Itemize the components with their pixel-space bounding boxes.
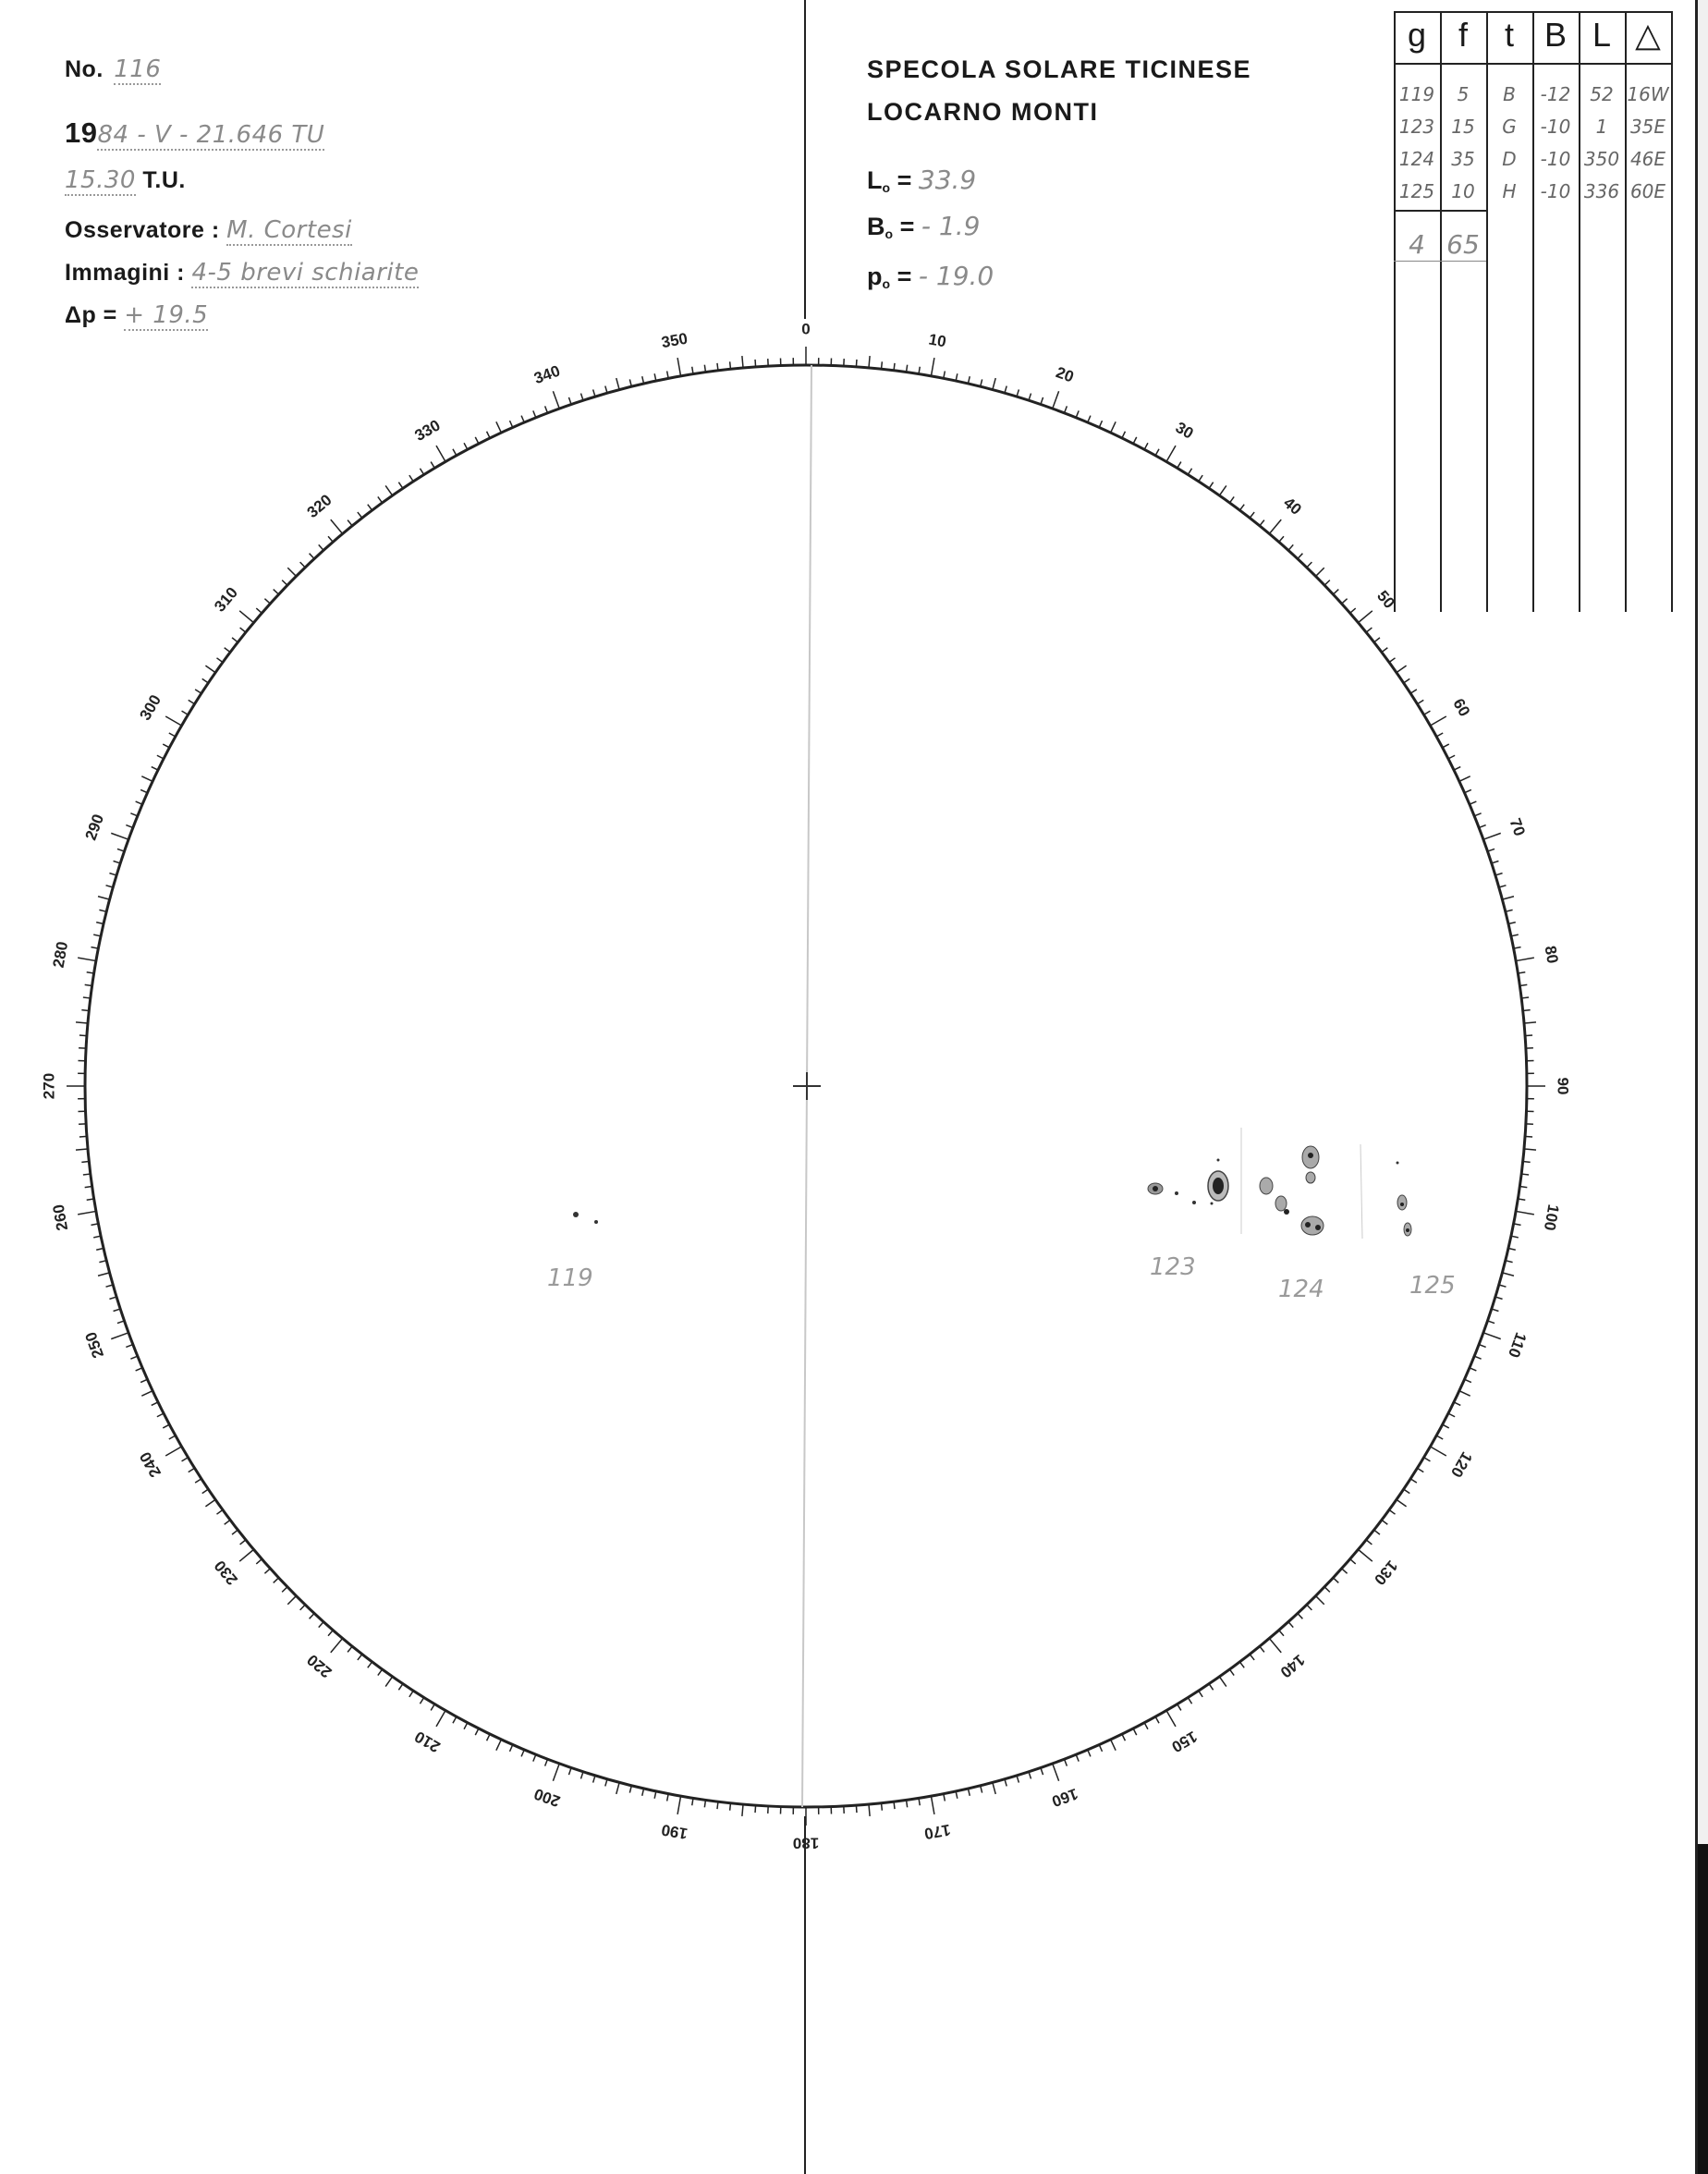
sunspot (1301, 1216, 1324, 1235)
dial-tick (931, 358, 933, 376)
dial-label: 350 (660, 329, 689, 352)
sunspot-umbra (1308, 1153, 1313, 1158)
dp-label: Δp = (65, 302, 117, 328)
dial-tick (1316, 1596, 1324, 1605)
dial-tick (1111, 421, 1116, 433)
dial-tick (98, 1273, 110, 1276)
dial-tick (1430, 1447, 1446, 1456)
dial-label: 210 (411, 1727, 444, 1756)
dial-tick (1219, 485, 1226, 495)
dial-label: 130 (1371, 1557, 1401, 1589)
dial-tick (993, 378, 995, 390)
sunspot (594, 1220, 598, 1224)
dial-tick (1166, 446, 1176, 461)
date-value: 84 - V - 21.646 TU (97, 121, 325, 149)
table-cell: 46E (1629, 148, 1666, 170)
dial-tick (287, 1596, 296, 1605)
dial-tick (1516, 1211, 1534, 1214)
table-header-delta: △ (1635, 16, 1661, 54)
dial-tick (616, 378, 619, 390)
images-label: Immagini : (65, 260, 186, 286)
observer-label: Osservatore : (65, 217, 220, 243)
sunspot (1175, 1191, 1178, 1195)
dial-tick (742, 1804, 743, 1816)
number-label: No. (65, 56, 104, 82)
dial-tick (78, 1211, 96, 1214)
table-header-f: f (1458, 16, 1468, 54)
dial-tick (78, 958, 96, 960)
dial-tick (331, 519, 343, 533)
table-cell: -10 (1540, 180, 1571, 202)
table-cell: 336 (1583, 180, 1620, 202)
dial-label: 0 (801, 320, 811, 338)
table-cell: 60E (1629, 180, 1666, 202)
dial-label: 190 (660, 1820, 689, 1843)
total-groups: 4 (1409, 229, 1425, 260)
dial-tick (1459, 776, 1470, 781)
group-label-125: 125 (1409, 1272, 1456, 1300)
sunspot (573, 1212, 579, 1217)
dial-tick (1053, 391, 1059, 409)
table-cell: G (1502, 116, 1517, 138)
table-cell: 35 (1451, 148, 1475, 170)
dial-label: 240 (136, 1448, 165, 1481)
dial-label: 330 (411, 416, 444, 446)
table-header-B: B (1543, 16, 1567, 54)
table-cell: 15 (1451, 116, 1475, 138)
sunspot (1397, 1162, 1399, 1165)
dial-tick (1502, 897, 1514, 899)
table-header-t: t (1504, 16, 1514, 54)
table-cell: -12 (1540, 83, 1571, 105)
dial-tick (616, 1782, 619, 1794)
table-cell: 10 (1451, 180, 1475, 202)
dial-label: 10 (927, 330, 948, 351)
dial-label: 90 (1554, 1077, 1572, 1095)
dial-label: 260 (49, 1203, 72, 1232)
dial-label: 150 (1168, 1727, 1201, 1756)
table-cell: 124 (1398, 148, 1435, 170)
dial-tick (1359, 611, 1372, 623)
dial-tick (1397, 666, 1407, 672)
dial-label: 290 (81, 812, 108, 843)
table-cell: B (1503, 83, 1516, 105)
sunspot-group-123 (1148, 1159, 1228, 1205)
table-cell: H (1502, 180, 1517, 202)
dial-label: 70 (1506, 815, 1529, 839)
P0-value: - 19.0 (918, 261, 994, 291)
observer-value: M. Cortesi (226, 216, 352, 244)
dial-tick (98, 897, 110, 899)
dial-label: 310 (211, 583, 241, 616)
table-cell: D (1502, 148, 1517, 170)
dial-tick (677, 1796, 680, 1814)
P0-label: p (867, 263, 883, 290)
dial-label: 250 (81, 1329, 108, 1361)
table-cell: 123 (1398, 116, 1435, 138)
dial-tick (239, 1549, 253, 1561)
dial-tick (993, 1782, 995, 1794)
B0-sub: o (884, 226, 894, 241)
dial-label: 80 (1541, 944, 1562, 965)
dial-label: 300 (136, 691, 165, 724)
table-cell: 16W (1627, 83, 1669, 105)
dial-tick (1502, 1273, 1514, 1276)
sunspot-umbra (1305, 1222, 1311, 1227)
table-cell: 350 (1583, 148, 1620, 170)
P0-eq: = (897, 263, 912, 290)
dial-label: 200 (531, 1784, 563, 1811)
sunspot (1306, 1172, 1315, 1183)
group-separator (1360, 1144, 1362, 1239)
dial-label: 180 (792, 1834, 820, 1852)
table-header-g: g (1407, 16, 1427, 54)
dial-tick (677, 358, 680, 376)
dial-tick (553, 1764, 559, 1781)
dial-tick (287, 568, 296, 576)
dial-label: 110 (1505, 1329, 1531, 1361)
dial-tick (496, 1740, 501, 1751)
dial-tick (165, 1447, 181, 1456)
dial-tick (76, 1022, 88, 1023)
total-spots: 65 (1446, 229, 1480, 260)
dial-tick (331, 1639, 343, 1653)
dial-label: 40 (1280, 494, 1305, 519)
table-cell: 1 (1595, 116, 1608, 138)
dial-tick (111, 833, 128, 839)
time-unit: T.U. (142, 167, 186, 193)
dial-tick (742, 356, 743, 368)
dial-tick (141, 776, 152, 781)
group-label-123: 123 (1150, 1253, 1196, 1281)
dial-tick (165, 716, 181, 726)
sunspot-umbra (1153, 1186, 1158, 1191)
L0-value: 33.9 (918, 165, 977, 195)
table-cell: 5 (1457, 83, 1470, 105)
dial-label: 20 (1053, 363, 1077, 386)
dial-tick (1269, 519, 1281, 533)
dial-tick (111, 1333, 128, 1339)
table-cell: 119 (1398, 83, 1435, 105)
number-value: 116 (114, 55, 162, 83)
dial-tick (869, 356, 870, 368)
dp-value: + 19.5 (124, 301, 209, 329)
dial-label: 280 (49, 940, 72, 970)
sunspot (1260, 1178, 1273, 1194)
L0-sub: o (882, 180, 891, 195)
dial-label: 230 (211, 1557, 241, 1589)
table-header-L: L (1592, 16, 1612, 54)
dial-label: 120 (1446, 1448, 1476, 1481)
dial-label: 160 (1049, 1784, 1080, 1811)
dial-tick (385, 1677, 392, 1687)
dial-label: 220 (303, 1651, 336, 1681)
dial-label: 100 (1540, 1203, 1563, 1232)
group-label-119: 119 (547, 1264, 593, 1292)
table-cell: 35E (1629, 116, 1666, 138)
dial-tick (385, 485, 392, 495)
dial-tick (141, 1391, 152, 1396)
dial-label: 320 (303, 491, 336, 521)
dial-tick (1483, 833, 1501, 839)
B0-value: - 1.9 (921, 211, 981, 241)
table-cell: -10 (1540, 116, 1571, 138)
table-cell: 125 (1398, 180, 1435, 202)
sunspot-umbra (1315, 1225, 1321, 1230)
sunspot (1275, 1196, 1287, 1211)
P0-sub: o (882, 276, 891, 291)
dial-tick (1053, 1764, 1059, 1781)
L0-eq: = (897, 166, 912, 194)
dial-label: 50 (1373, 587, 1398, 612)
dial-tick (1524, 1022, 1536, 1023)
images-value: 4-5 brevi schiarite (191, 259, 420, 287)
dial-label: 170 (922, 1820, 952, 1843)
dial-label: 270 (40, 1072, 58, 1100)
dial-tick (1359, 1549, 1372, 1561)
dial-tick (1483, 1333, 1501, 1339)
sunspot-group-119 (573, 1212, 598, 1224)
sunspot-umbra (1213, 1178, 1224, 1194)
sunspot-umbra (1284, 1209, 1289, 1215)
observatory-name: SPECOLA SOLARE TICINESE (867, 55, 1252, 83)
time-value: 15.30 (65, 166, 136, 194)
dial-tick (1430, 716, 1446, 726)
dial-tick (436, 1710, 445, 1726)
B0-label: B (867, 213, 885, 240)
sunspot (1192, 1201, 1196, 1204)
table-cell: -10 (1540, 148, 1571, 170)
sunspot-group-124 (1241, 1128, 1324, 1235)
dial-tick (239, 611, 253, 623)
L0-label: L (867, 166, 883, 194)
sunspot (1211, 1203, 1214, 1205)
dial-tick (496, 421, 501, 433)
sunspot-group-125 (1360, 1144, 1411, 1239)
dial-tick (1516, 958, 1534, 960)
B0-eq: = (899, 213, 915, 240)
dial-label: 340 (531, 361, 563, 388)
dial-tick (205, 1499, 215, 1506)
dial-tick (436, 446, 445, 461)
dial-tick (205, 666, 215, 672)
dial-label: 30 (1172, 418, 1197, 443)
dial-tick (1397, 1499, 1407, 1506)
table-cell: 52 (1590, 83, 1614, 105)
dial-tick (869, 1804, 870, 1816)
dial-tick (1111, 1740, 1116, 1751)
dial-tick (1316, 568, 1324, 576)
year-prefix: 19 (65, 116, 98, 149)
dial-tick (1269, 1639, 1281, 1653)
observatory-location: LOCARNO MONTI (867, 98, 1099, 126)
sunspot (1217, 1159, 1220, 1162)
dial-tick (553, 391, 559, 409)
dial-label: 60 (1449, 695, 1474, 720)
sunspot-umbra (1400, 1203, 1404, 1206)
sunspot-umbra (1406, 1228, 1409, 1232)
dial-tick (931, 1796, 933, 1814)
dial-tick (76, 1149, 88, 1150)
dial-tick (1524, 1149, 1536, 1150)
dial-tick (1219, 1677, 1226, 1687)
group-label-124: 124 (1278, 1276, 1324, 1303)
dial-tick (1459, 1391, 1470, 1396)
dial-label: 140 (1276, 1651, 1309, 1681)
dial-tick (1166, 1710, 1176, 1726)
